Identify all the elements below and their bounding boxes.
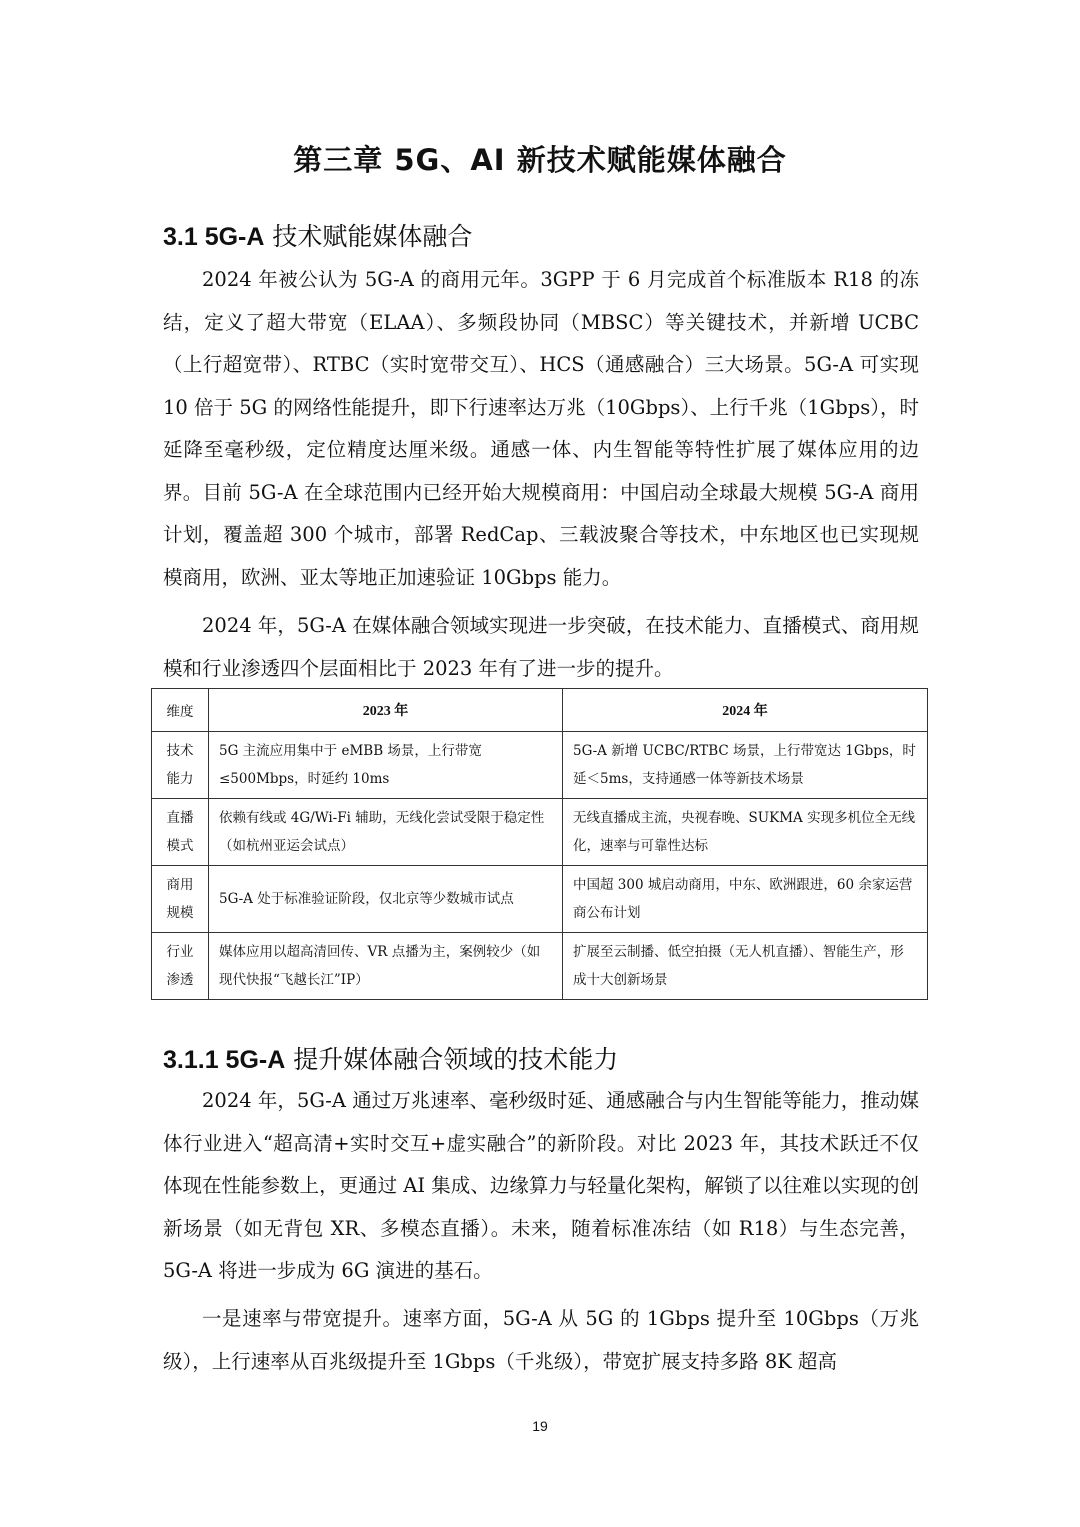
- table-row: [152, 866, 928, 933]
- cell-2023: 依赖有线或 4G/Wi-Fi 辅助，无线化尝试受限于稳定性（如杭州亚运会试点）: [209, 799, 563, 866]
- cell-2023: 5G-A 处于标准验证阶段，仅北京等少数城市试点: [209, 866, 563, 933]
- dimension-cell: [152, 732, 209, 799]
- table-row: [152, 799, 928, 866]
- cell-2023: 媒体应用以超高清回传、VR 点播为主，案例较少（如现代快报“飞越长江”IP）: [209, 933, 563, 1000]
- paragraph-rate-bandwidth: 一是速率与带宽提升。速率方面，5G-A 从 5G 的 1Gbps 提升至 10Gbps（万兆级），上行速率从百兆级提升至 1Gbps（千兆级），带宽扩展支持多路 8K 超高: [163, 1307, 919, 1373]
- dimension-label: 直播模式: [166, 810, 194, 854]
- table-header-row: [152, 689, 928, 732]
- cell-2023: 5G 主流应用集中于 eMBB 场景，上行带宽≤500Mbps，时延约 10ms: [209, 732, 563, 799]
- page-number: 19: [532, 1418, 548, 1434]
- dimension-cell: [152, 866, 209, 933]
- cell-2024: 5G-A 新增 UCBC/RTBC 场景，上行带宽达 1Gbps，时延＜5ms，支持通感一体等新技术场景: [563, 732, 928, 799]
- section-heading-3-1-1: [163, 1040, 618, 1076]
- header-2024: 2024 年: [563, 689, 928, 732]
- section-title: 技术赋能媒体融合: [264, 222, 473, 251]
- table-row: [152, 933, 928, 1000]
- dimension-label: 商用规模: [166, 877, 194, 921]
- section-number: 3.1.1 5G-A: [163, 1046, 286, 1074]
- dimension-cell: [152, 933, 209, 1000]
- section-number: 3.1 5G-A: [163, 223, 265, 251]
- header-dimension: 维度: [152, 689, 209, 732]
- table-row: [152, 732, 928, 799]
- dimension-label: 技术能力: [166, 743, 194, 787]
- paragraph-5ga-capabilities: 2024 年，5G-A 通过万兆速率、毫秒级时延、通感融合与内生智能等能力，推动媒体行业进入“超高清+实时交互+虚实融合”的新阶段。对比 2023 年，其技术跃迁不仅体现在性能参数上，更通过 AI 集成、边缘算力与轻量化架构，解锁了以往难以实现的创新场景（如无背包 XR、多模态直播）。未来，随着标准冻结（如 R18）与生态完善，5G-A 将进一步成为 6G 演进的基石。: [163, 1089, 919, 1282]
- section-title: 提升媒体融合领域的技术能力: [285, 1045, 619, 1074]
- cell-2024: 无线直播成主流，央视春晚、SUKMA 实现多机位全无线化，速率与可靠性达标: [563, 799, 928, 866]
- chapter-title: 第三章 5G、AI 新技术赋能媒体融合: [293, 143, 787, 177]
- cell-2024: 扩展至云制播、低空拍摄（无人机直播）、智能生产，形成十大创新场景: [563, 933, 928, 1000]
- paragraph-5ga-commercial-year: 2024 年被公认为 5G-A 的商用元年。3GPP 于 6 月完成首个标准版本 R18 的冻结，定义了超大带宽（ELAA）、多频段协同（MBSC）等关键技术，并新增 UCBC（上行超宽带）、RTBC（实时宽带交互）、HCS（通感融合）三大场景。5G-A 可实现 10 倍于 5G 的网络性能提升，即下行速率达万兆（10Gbps）、上行千兆（1Gbps），时延降至毫秒级，定位精度达厘米级。通感一体、内生智能等特性扩展了媒体应用的边界。目前 5G-A 在全球范围内已经开始大规模商用：中国启动全球最大规模 5G-A 商用计划，覆盖超 300 个城市，部署 RedCap、三载波聚合等技术，中东地区也已实现规模商用，欧洲、亚太等地正加速验证 10Gbps 能力。: [163, 268, 919, 589]
- paragraph-media-breakthrough: 2024 年，5G-A 在媒体融合领域实现进一步突破，在技术能力、直播模式、商用规模和行业渗透四个层面相比于 2023 年有了进一步的提升。: [163, 614, 919, 680]
- dimension-cell: [152, 799, 209, 866]
- dimension-label: 行业渗透: [166, 944, 194, 988]
- header-2023: 2023 年: [209, 689, 563, 732]
- comparison-table: [151, 688, 928, 1000]
- cell-2024: 中国超 300 城启动商用，中东、欧洲跟进，60 余家运营商公布计划: [563, 866, 928, 933]
- section-heading-3-1: [163, 217, 472, 253]
